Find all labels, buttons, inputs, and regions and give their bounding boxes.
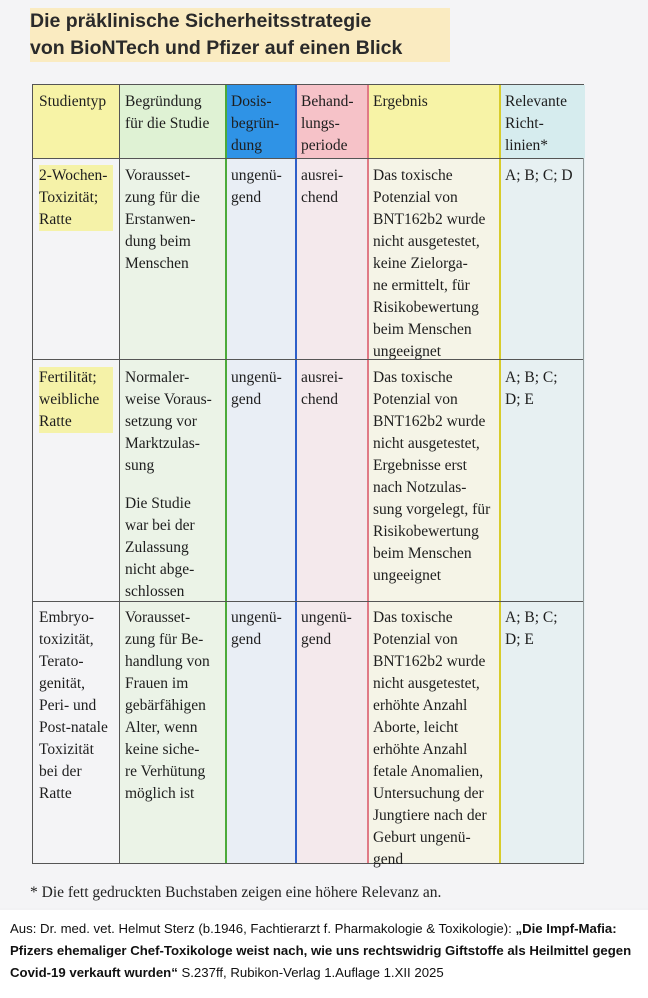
header-begruendung: Begründung für die Studie [125,93,210,132]
title-line-2: von BioNTech und Pfizer auf einen Blick [30,35,450,62]
row1-dosis: ungenü- gend [231,167,282,206]
row2-dosis: ungenü- gend [231,369,282,408]
citation-book-title: „Die Impf-Mafia: Pfizers ehemaliger Chef-Toxikologe weist nach, wie uns rechtswidrig Giftstoffe als Heilmittel gegen Covid-19 verkauft wurden“ [10,921,632,980]
row2-behandlung: ausrei- chend [301,369,344,408]
header-ergebnis: Ergebnis [373,93,428,110]
row2-richtlinien: A; B; C; D; E [505,369,558,408]
header-dosis: Dosis- begrün- dung [231,93,280,154]
row3-begruendung: Vorausset- zung für Be- handlung von Frauen im gebärfähigen Alter, wenn keine siche- re Verhütung möglich ist [125,609,210,802]
footnote: * Die fett gedruckten Buchstaben zeigen eine höhere Relevanz an. [30,884,442,901]
citation-suffix: S.237ff, Rubikon-Verlag 1.Auflage 1.XII 2025 [177,965,444,980]
row3-richtlinien: A; B; C; D; E [505,609,558,648]
row2-ergebnis: Das toxische Potenzial von BNT162b2 wurde nicht ausgetestet, Ergebnisse erst nach Notzulas- sung vorgelegt, für Risikobewertung beim Menschen ungeeignet [373,369,491,584]
row1-richtlinien: A; B; C; D [505,167,573,184]
row1-ergebnis: Das toxische Potenzial von BNT162b2 wurde nicht ausgetestet, keine Zielorga- ne ermittelt, für Risikobewertung beim Menschen ungeeignet [373,167,486,360]
page-title [30,8,450,62]
row1-begruendung: Vorausset- zung für die Erstanwen- dung beim Menschen [125,167,200,272]
row3-studientyp: Embryo- toxizität, Terato- genität, Peri- und Post-natale Toxizität bei der Ratte [39,609,108,802]
title-line-1: Die präklinische Sicherheitsstrategie [30,8,450,35]
header-behandlung: Behand- lungs- periode [301,93,354,154]
source-citation [0,910,648,998]
row2-studientyp: Fertilität; weibliche Ratte [33,365,119,435]
header-studientyp: Studientyp [39,93,107,110]
row3-behandlung: ungenü- gend [301,609,352,648]
row2-begruendung-note: Die Studie war bei der Zulassung nicht abge- schlossen [125,495,195,600]
safety-strategy-table [32,84,584,868]
row3-ergebnis: Das toxische Potenzial von BNT162b2 wurde nicht ausgetestet, erhöhte Anzahl Aborte, leicht erhöhte Anzahl fetale Anomalien, Untersuchung der Jungtiere nach der Geburt ungenü- gend [373,609,487,868]
row3-dosis: ungenü- gend [231,609,282,648]
citation-prefix: Aus: Dr. med. vet. Helmut Sterz (b.1946, Fachtierarzt f. Pharmakologie & Toxikologie): [10,921,516,936]
row1-behandlung: ausrei- chend [301,167,344,206]
row1-studientyp: 2-Wochen- Toxizität; Ratte [33,163,119,233]
row2-begruendung: Normaler- weise Voraus- setzung vor Marktzulas- sung [125,369,212,474]
header-richtlinien: Relevante Richt- linien* [505,93,567,154]
